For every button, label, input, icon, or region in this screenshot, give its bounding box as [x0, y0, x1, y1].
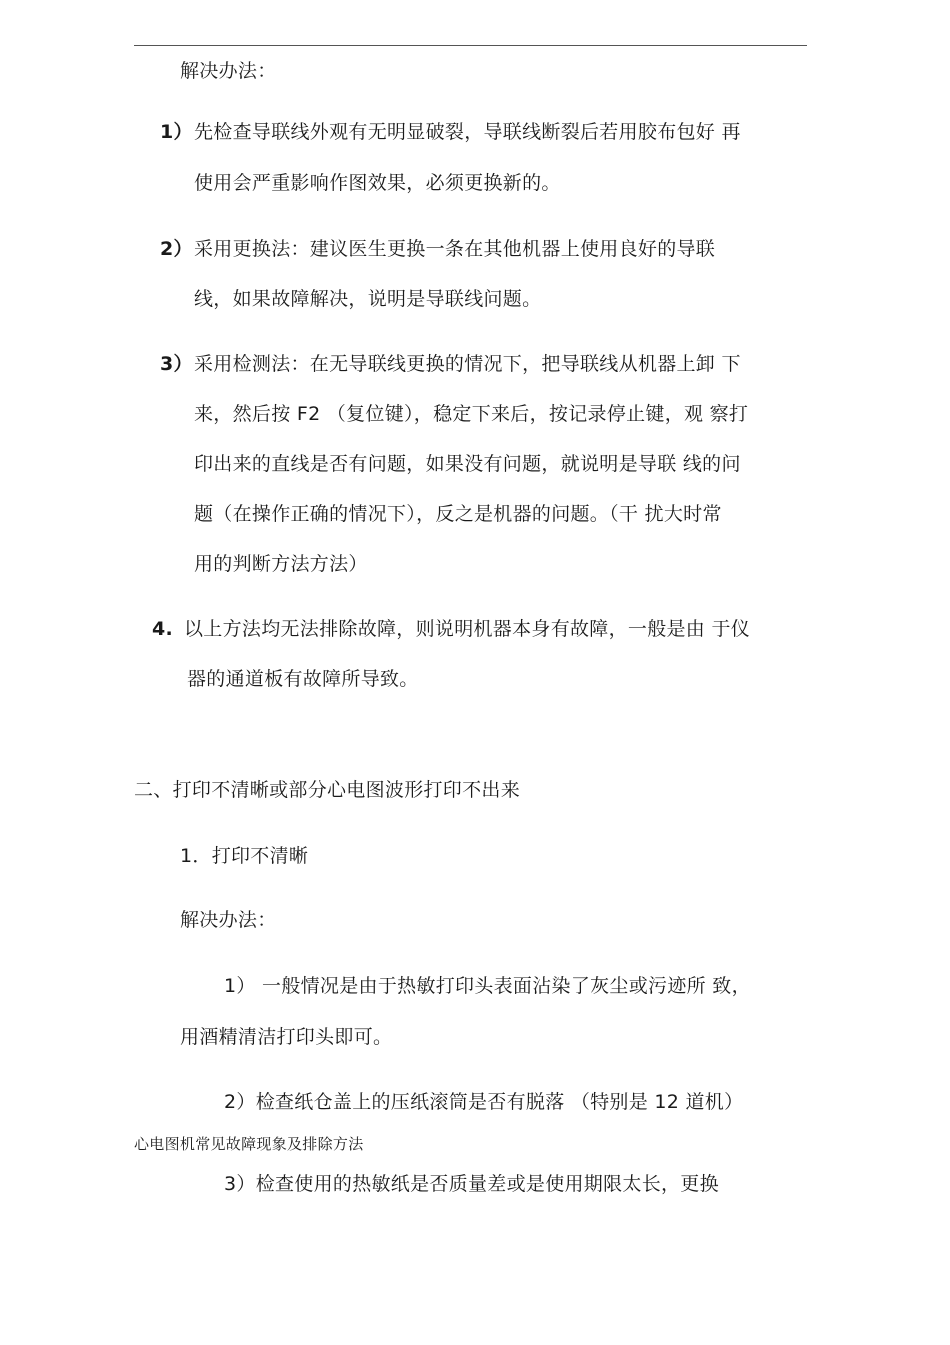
item3-line3: 印出来的直线是否有问题，如果没有问题，就说明是导联 线的问	[194, 453, 741, 475]
item3-line1: 采用检测法：在无导联线更换的情况下，把导联线从机器上卸 下	[194, 353, 741, 375]
item-number-4: 4.	[152, 618, 174, 640]
item3-line4: 题（在操作正确的情况下），反之是机器的问题。（干 扰大时常	[194, 503, 722, 525]
item3-line2: 来，然后按 F2 （复位键），稳定下来后，按记录停止键，观 察打	[194, 403, 749, 425]
s2-item1-line2: 用酒精清洁打印头即可。	[180, 1026, 393, 1048]
item-number-1: 1）	[160, 121, 193, 143]
footer-doc-title: 心电图机常见故障现象及排除方法	[134, 1135, 364, 1153]
item-number-3: 3）	[160, 353, 193, 375]
item4-line1: 以上方法均无法排除故障，则说明机器本身有故障，一般是由 于仪	[184, 618, 751, 640]
subsection-title: 1．打印不清晰	[180, 845, 309, 867]
solution-label-1: 解决办法：	[180, 60, 277, 82]
item1-line1: 先检查导联线外观有无明显破裂，导联线断裂后若用胶布包好 再	[194, 121, 741, 143]
item-number-2: 2）	[160, 238, 193, 260]
header-rule	[134, 45, 807, 46]
section-heading: 二、打印不清晰或部分心电图波形打印不出来	[134, 779, 521, 801]
item4-line2: 器的通道板有故障所导致。	[187, 668, 419, 690]
s2-item1-line1: 1） 一般情况是由于热敏打印头表面沾染了灰尘或污迹所 致，	[224, 975, 751, 997]
item1-line2: 使用会严重影响作图效果，必须更换新的。	[194, 172, 561, 194]
item3-line5: 用的判断方法方法）	[194, 553, 368, 575]
s2-item2-line1: 2）检查纸仓盖上的压纸滚筒是否有脱落 （特别是 12 道机）	[224, 1091, 744, 1113]
solution-label-2: 解决办法：	[180, 909, 277, 931]
item2-line2: 线，如果故障解决，说明是导联线问题。	[194, 288, 542, 310]
item2-line1: 采用更换法：建议医生更换一条在其他机器上使用良好的导联	[194, 238, 716, 260]
s2-item3-line1: 3）检查使用的热敏纸是否质量差或是使用期限太长，更换	[224, 1173, 719, 1195]
